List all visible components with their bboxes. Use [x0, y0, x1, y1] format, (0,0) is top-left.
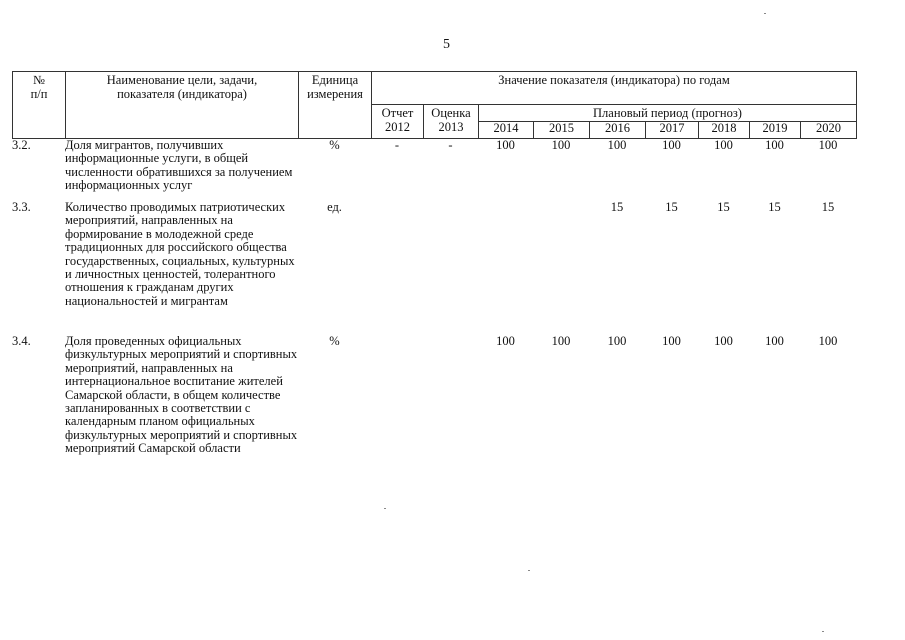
row-value: 100 — [714, 138, 733, 152]
row-report — [371, 201, 423, 335]
header-year: 2018 — [699, 122, 750, 139]
indicator-table-body — [12, 139, 856, 456]
header-plan: Плановый период (прогноз) — [479, 105, 857, 122]
row-value: 15 — [821, 200, 835, 214]
header-year: 2017 — [646, 122, 699, 139]
row-value — [478, 201, 533, 335]
row-estimate — [423, 335, 478, 456]
row-value: 100 — [714, 334, 733, 348]
page-number: 5 — [443, 37, 450, 52]
row-value: 100 — [551, 334, 571, 348]
row-value: 100 — [662, 138, 681, 152]
row-indicator-name: Количество проводимых патриотических мероприятий, направленных на формирование в молодежной среде традиционных для российского общества государственных, социальных, культурных и личностных ценностей, толерантного отношения к гражданам других национальностей и мигрантам — [65, 200, 295, 308]
row-indicator-name: Доля мигрантов, получивших информационные услуги, в общей численности обратившихся за получением информационных услуг — [65, 138, 293, 193]
row-value: 100 — [496, 334, 515, 348]
row-value — [533, 201, 589, 335]
header-values-title: Значение показателя (индикатора) по годам — [372, 72, 857, 105]
row-value: 100 — [607, 138, 627, 152]
row-value: 15 — [610, 200, 624, 214]
row-report: - — [394, 138, 400, 152]
row-estimate: - — [448, 138, 453, 152]
row-value: 15 — [717, 200, 730, 214]
row-unit: % — [329, 138, 340, 152]
header-year: 2019 — [750, 122, 801, 139]
scan-speck — [764, 13, 766, 14]
header-year: 2014 — [479, 122, 534, 139]
scan-speck — [384, 508, 386, 509]
row-indicator-name: Доля проведенных официальных физкультурных мероприятий и спортивных мероприятий, направленных на интернациональное воспитание жителей Самарской области, в общем количестве запланированных в соответствии с календарным планом официальных физкультурных мероприятий и спортивных мероприятий Самарской области — [65, 334, 298, 456]
header-name: Наименование цели, задачи, показателя (индикатора) — [66, 72, 299, 139]
row-value: 100 — [551, 138, 571, 152]
header-num: № п/п — [13, 72, 66, 139]
scan-speck — [528, 570, 530, 571]
row-number: 3.2. — [12, 138, 31, 152]
table-row — [12, 201, 856, 335]
row-value: 100 — [662, 334, 681, 348]
row-unit: ед. — [327, 200, 342, 214]
row-value: 100 — [765, 138, 784, 152]
header-year: 2016 — [590, 122, 646, 139]
row-value: 100 — [818, 138, 838, 152]
header-year: 2015 — [534, 122, 590, 139]
row-value: 100 — [765, 334, 784, 348]
scan-speck — [822, 631, 824, 632]
row-value: 15 — [768, 200, 781, 214]
row-value: 100 — [607, 334, 627, 348]
row-value: 100 — [818, 334, 838, 348]
table-row — [12, 139, 856, 201]
row-value: 100 — [496, 138, 515, 152]
row-number: 3.3. — [12, 200, 31, 214]
row-unit: % — [329, 334, 340, 348]
header-estimate: Оценка 2013 — [424, 105, 479, 139]
row-report — [371, 335, 423, 456]
header-unit: Единица измерения — [299, 72, 372, 139]
table-row — [12, 335, 856, 456]
header-report: Отчет 2012 — [372, 105, 424, 139]
row-estimate — [423, 201, 478, 335]
row-value: 15 — [665, 200, 678, 214]
indicator-table-header — [12, 71, 857, 139]
row-number: 3.4. — [12, 334, 31, 348]
header-year: 2020 — [801, 122, 857, 139]
